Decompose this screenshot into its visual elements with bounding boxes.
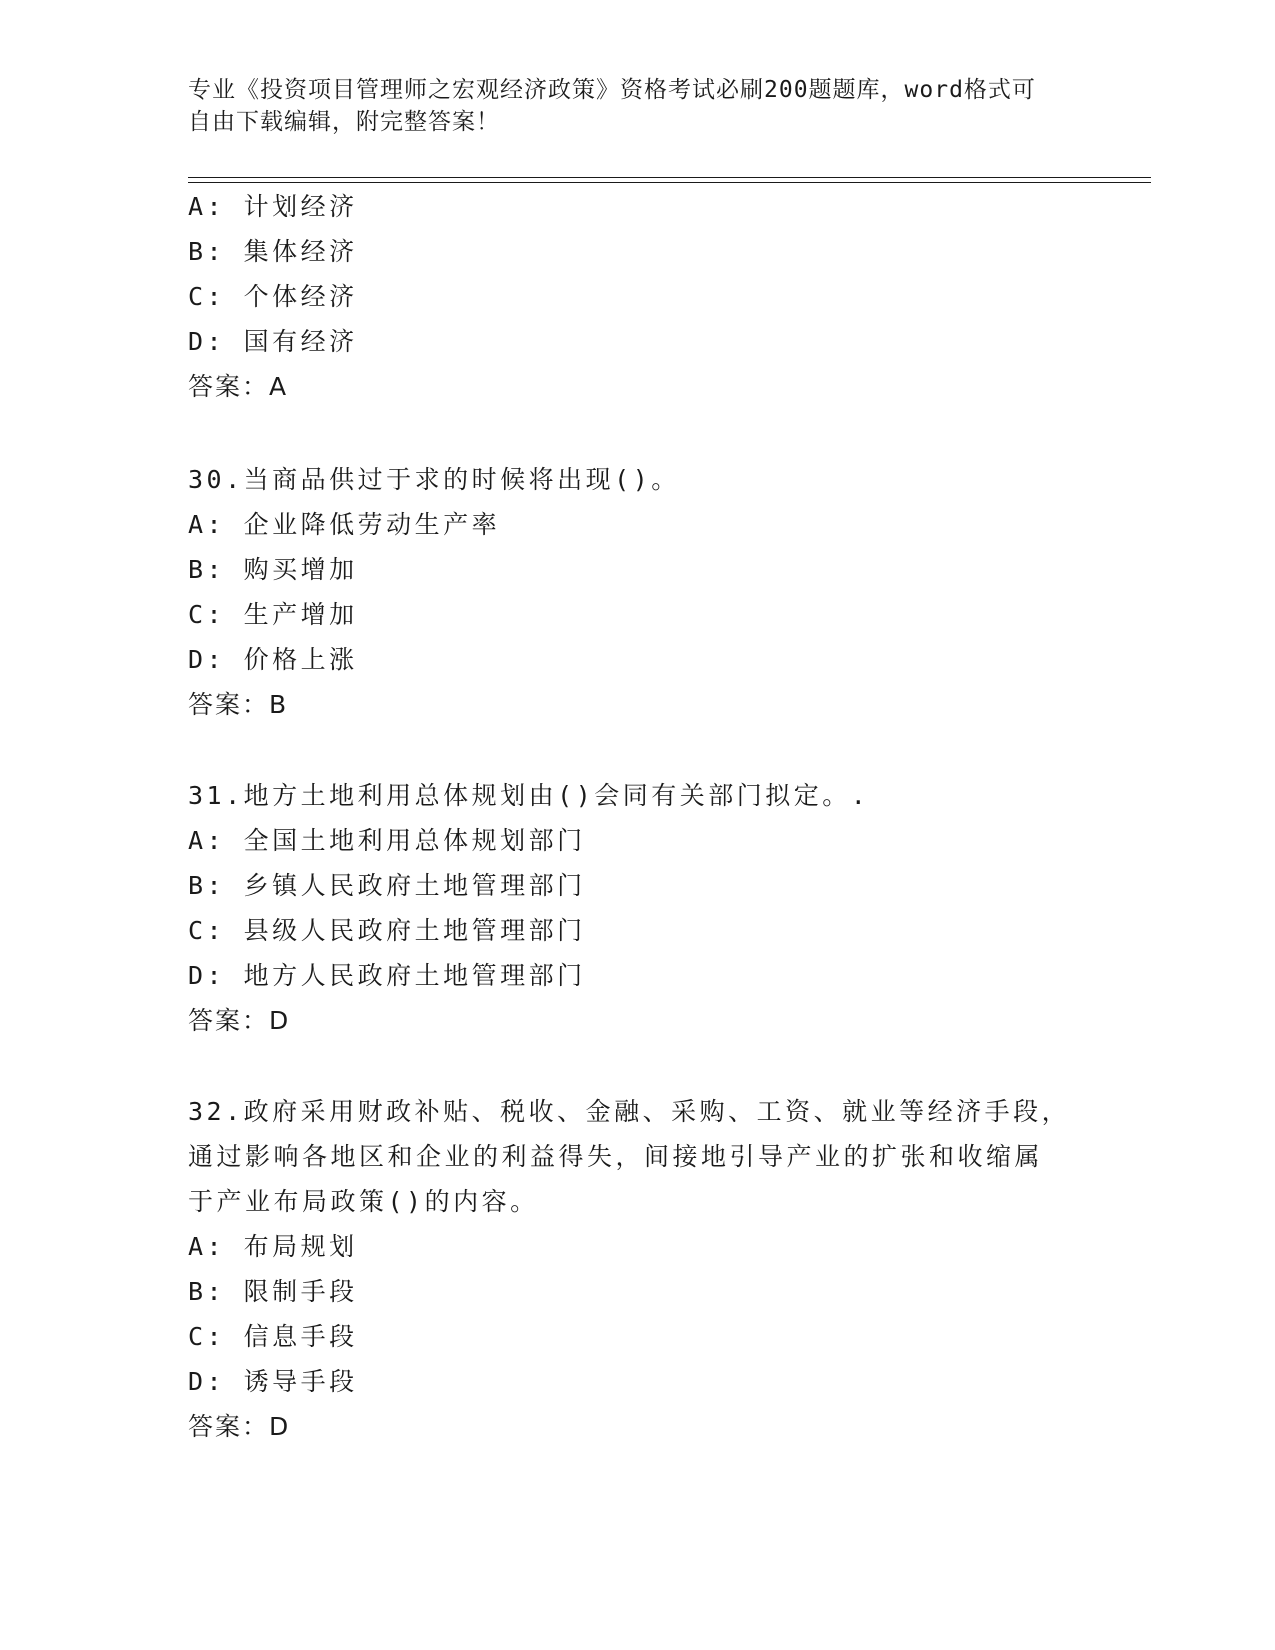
q32-question-line-2: 通过影响各地区和企业的利益得失，间接地引导产业的扩张和收缩属	[188, 1142, 1044, 1171]
header-line-1: 专业《投资项目管理师之宏观经济政策》资格考试必刷200题题库，word格式可	[188, 77, 1036, 103]
q30-question: 30.当商品供过于求的时候将出现()。	[188, 465, 680, 494]
q32-question-line-3: 于产业布局政策()的内容。	[188, 1187, 539, 1216]
q31-option-b: B: 乡镇人民政府土地管理部门	[188, 871, 586, 900]
q29-answer: 答案：A	[188, 372, 289, 401]
q32-option-c: C: 信息手段	[188, 1322, 358, 1351]
q31-question: 31.地方土地利用总体规划由()会同有关部门拟定。.	[188, 781, 870, 810]
q30-answer: 答案：B	[188, 690, 289, 719]
document-header	[188, 74, 1068, 138]
q31-option-d: D: 地方人民政府土地管理部门	[188, 961, 586, 990]
q30-option-a: A: 企业降低劳动生产率	[188, 510, 501, 539]
q32-question-line-1: 32.政府采用财政补贴、税收、金融、采购、工资、就业等经济手段，	[188, 1097, 1071, 1126]
q29-option-c: C: 个体经济	[188, 282, 358, 311]
q32-answer: 答案：D	[188, 1412, 291, 1441]
q32-option-d: D: 诱导手段	[188, 1367, 358, 1396]
q30-option-b: B: 购买增加	[188, 555, 358, 584]
header-line-2: 自由下载编辑，附完整答案！	[188, 109, 500, 135]
q32-option-a: A: 布局规划	[188, 1232, 358, 1261]
q29-option-d: D: 国有经济	[188, 327, 358, 356]
q31-option-c: C: 县级人民政府土地管理部门	[188, 916, 586, 945]
q30-option-c: C: 生产增加	[188, 600, 358, 629]
q30-option-d: D: 价格上涨	[188, 645, 358, 674]
q29-option-a: A: 计划经济	[188, 192, 358, 221]
q32-option-b: B: 限制手段	[188, 1277, 358, 1306]
header-divider-bottom	[188, 182, 1151, 183]
header-divider-top	[188, 177, 1151, 178]
q31-answer: 答案：D	[188, 1006, 291, 1035]
q31-option-a: A: 全国土地利用总体规划部门	[188, 826, 586, 855]
q29-option-b: B: 集体经济	[188, 237, 358, 266]
